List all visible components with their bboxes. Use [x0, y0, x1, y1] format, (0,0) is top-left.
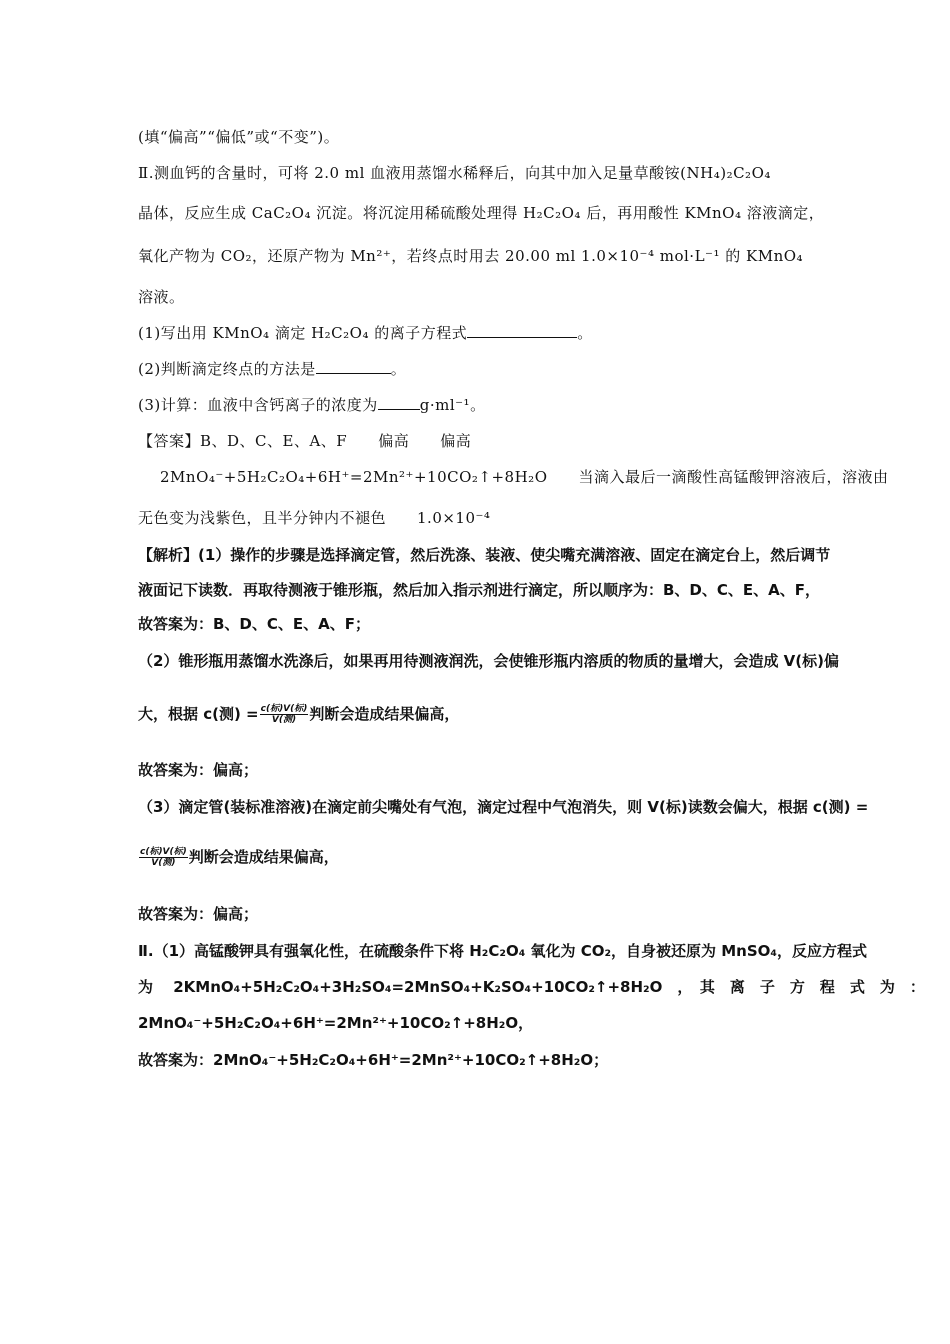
sub-question-end: 。 — [577, 324, 593, 342]
analysis-formula-line — [138, 847, 339, 868]
analysis-line: Ⅱ.（1）高锰酸钾具有强氧化性，在硫酸条件下将 H₂C₂O₄ 氧化为 CO₂，自身被还原为 MnSO₄，反应方程式 — [138, 942, 867, 960]
analysis-line: （3）滴定管(装标准溶液)在滴定前尖嘴处有气泡，滴定过程中气泡消失，则 V(标)读数会偏大，根据 c(测) = — [138, 798, 869, 816]
fraction-formula — [260, 704, 309, 725]
analysis-line: 故答案为：B、D、C、E、A、F； — [138, 615, 370, 633]
sub-question-2 — [138, 359, 406, 379]
formula-prefix: 大，根据 c(测) = — [138, 705, 259, 723]
answer-line: 无色变为浅紫色，且半分钟内不褪色 1.0×10⁻⁴ — [138, 509, 491, 527]
question-line: 氧化产物为 CO₂，还原产物为 Mn²⁺，若终点时用去 20.00 ml 1.0×10⁻⁴ mol·L⁻¹ 的 KMnO₄ — [138, 247, 804, 265]
formula-suffix: 判断会造成结果偏高， — [188, 848, 339, 866]
analysis-line: 故答案为：2MnO₄⁻+5H₂C₂O₄+6H⁺=2Mn²⁺+10CO₂↑+8H₂O； — [138, 1051, 609, 1069]
analysis-line: 2MnO₄⁻+5H₂C₂O₄+6H⁺=2Mn²⁺+10CO₂↑+8H₂O， — [138, 1014, 534, 1032]
sub-question-text: (2)判断滴定终点的方法是 — [138, 360, 316, 378]
sub-question-text: (3)计算：血液中含钙离子的浓度为 — [138, 396, 378, 414]
question-line: 晶体，反应生成 CaC₂O₄ 沉淀。将沉淀用稀硫酸处理得 H₂C₂O₄ 后，再用酸性 KMnO₄ 溶液滴定， — [138, 204, 825, 222]
answer-blank — [316, 359, 391, 374]
formula-suffix: 判断会造成结果偏高， — [309, 705, 460, 723]
answer-line: 2MnO₄⁻+5H₂C₂O₄+6H⁺=2Mn²⁺+10CO₂↑+8H₂O 当滴入最后一滴酸性高锰酸钾溶液后，溶液由 — [160, 468, 889, 486]
sub-question-3 — [138, 395, 486, 415]
sub-question-text: (1)写出用 KMnO₄ 滴定 H₂C₂O₄ 的离子方程式 — [138, 324, 468, 342]
sub-question-end: g·ml⁻¹。 — [419, 396, 486, 414]
answer-blank — [467, 323, 577, 338]
fraction-numerator: c(标)V(标) — [140, 847, 187, 857]
analysis-line: 【解析】(1）操作的步骤是选择滴定管，然后洗涤、装液、使尖嘴充满溶液、固定在滴定台上，然后调节 — [138, 546, 831, 564]
fraction-denominator: V(测) — [151, 858, 176, 868]
fraction-denominator: V(测) — [271, 715, 297, 725]
answer-line: 【答案】B、D、C、E、A、F 偏高 偏高 — [138, 432, 472, 450]
analysis-formula-line — [138, 704, 459, 725]
analysis-line: 故答案为：偏高； — [138, 905, 259, 923]
sub-question-end: 。 — [390, 360, 407, 378]
analysis-line: 故答案为：偏高； — [138, 761, 259, 779]
analysis-line: 为 2KMnO₄+5H₂C₂O₄+3H₂SO₄=2MnSO₄+K₂SO₄+10CO₂↑+8H₂O ， 其 离 子 方 程 式 为 ： — [138, 978, 925, 996]
question-line: (填“偏高”“偏低”或“不变”)。 — [138, 128, 340, 146]
analysis-line: （2）锥形瓶用蒸馏水洗涤后，如果再用待测液润洗，会使锥形瓶内溶质的物质的量增大，会造成 V(标)偏 — [138, 652, 839, 670]
analysis-line: 液面记下读数．再取待测液于锥形瓶，然后加入指示剂进行滴定，所以顺序为：B、D、C、E、A、F， — [138, 581, 820, 599]
question-line: Ⅱ.测血钙的含量时，可将 2.0 ml 血液用蒸馏水稀释后，向其中加入足量草酸铵(NH₄)₂C₂O₄ — [138, 164, 771, 182]
sub-question-1 — [138, 323, 593, 343]
question-line: 溶液。 — [138, 288, 185, 306]
fraction-formula — [139, 847, 188, 868]
answer-blank — [378, 395, 420, 410]
fraction-numerator: c(标)V(标) — [260, 704, 308, 714]
